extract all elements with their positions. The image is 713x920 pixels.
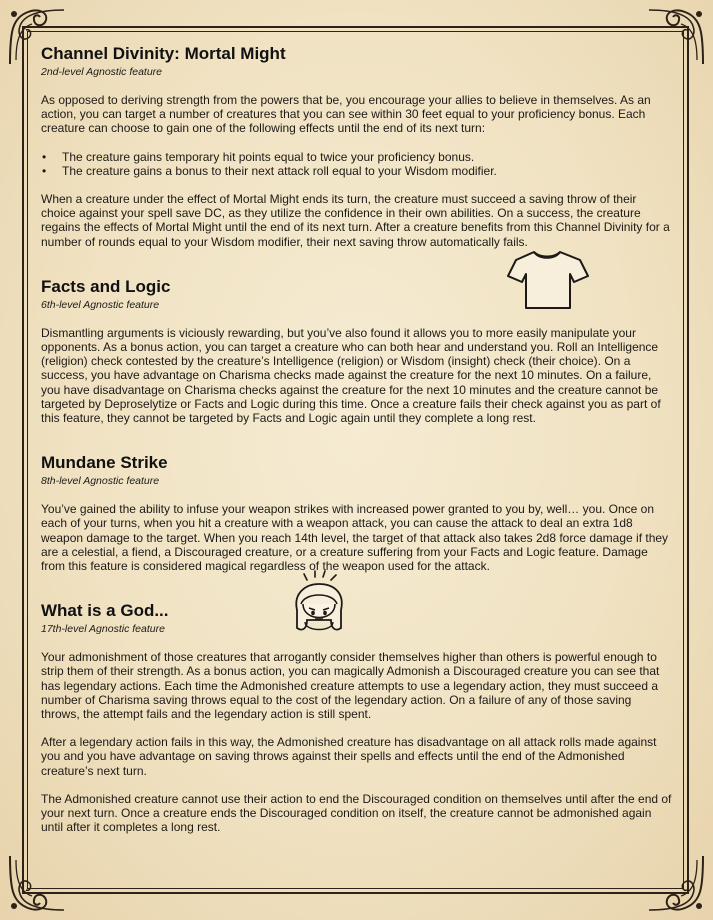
mortal-might-intro: As opposed to deriving strength from the powers that be, you encourage your allies to believe in themselves. As an action, you can target a number of creatures that you can see within 30 feet equal to your proficiency bonus. Each creature can choose to gain one of the following effects until the end of its next turn: <box>41 93 651 136</box>
mundane-strike-text: You’ve gained the ability to infuse your weapon strikes with increased power granted to you by, well… you. Once on each of your turns, when you hit a creature with a weapon attack, you can cause the attack to deal an extra 1d8 weapon damage to the target. When you reach 14th level, the target of that attack also takes 2d8 force damage if they are a celestial, a fiend, a Discouraged creature, or a creature suffering from your Facts and Logic feature. Damage from this feature is considered magical regardless of the weapon used for the attack. <box>41 502 669 574</box>
section-subtitle-facts-and-logic: 6th-level Agnostic feature <box>41 298 160 311</box>
facts-and-logic-text: Dismantling arguments is viciously rewarding, but you’ve also found it allows you to more easily manipulate your opponents. As a bonus action, you can target a creature who can both hear and understand you. Roll an Intelligence (religion) check contested by the creature’s Intelligence (religion) or Wisdom (insight) check (their choice). On a success, you have advantage on Charisma checks made against the creature for the next 10 minutes. On a failure, you have disadvantage on Charisma checks against the creature for the next 10 minutes and the creature cannot be targeted by Deproselytize or Facts and Logic during this time. Once a creature fails their check against you as part of this feature, they cannot be targeted by Facts and Logic again until they complete a long rest. <box>41 325 661 426</box>
what-is-a-god-text-2: After a legendary action fails in this way, the Admonished creature has disadvantage on all attack rolls made against you and you have advantage on saving throws against their spells and effects until the end of the Admonished creature’s next turn. <box>41 735 657 778</box>
section-title-mortal-might: Channel Divinity: Mortal Might <box>41 44 286 63</box>
mortal-might-details: When a creature under the effect of Mortal Might ends its turn, the creature must succeed a saving throw of their choice against your spell save DC, as they utilize the confidence in their own abilities. On a success, the creature regains the effects of Mortal Might until the end of its next turn. After a creature benefits from this Channel Divinity for a number of rounds equal to your Wisdom modifier, their next saving throw automatically fails. <box>41 192 670 249</box>
ornate-corner-bottom-right-icon <box>641 848 711 918</box>
nervous-face-icon <box>285 570 353 640</box>
section-title-facts-and-logic: Facts and Logic <box>41 276 171 296</box>
page-content <box>41 44 673 835</box>
list-item: • The creature gains temporary hit points equal to twice your proficiency bonus. <box>41 150 673 164</box>
section-subtitle-mundane-strike: 8th-level Agnostic feature <box>41 475 160 488</box>
section-subtitle-what-is-a-god: 17th-level Agnostic feature <box>41 623 165 636</box>
what-is-a-god-text-3: The Admonished creature cannot use their action to end the Discouraged condition on themselves until after the end of your next turn. Once a creature ends the Discouraged condition on itself, the creature cannot be admonished again until after it completes a long rest. <box>41 791 672 835</box>
section-subtitle-mortal-might: 2nd-level Agnostic feature <box>41 66 163 78</box>
mortal-might-effects-list <box>41 150 673 178</box>
list-item: • The creature gains a bonus to their next attack roll equal to your Wisdom modifier. <box>41 164 673 178</box>
section-title-mundane-strike: Mundane Strike <box>41 453 168 473</box>
ornate-corner-bottom-left-icon <box>2 848 72 918</box>
t-shirt-icon <box>506 246 590 312</box>
what-is-a-god-text-1: Your admonishment of those creatures that arrogantly consider themselves higher than others is powerful enough to strip them of their strength. As a bonus action, you can magically Admonish a Discouraged creature you can see that has legendary actions. Each time the Admonished creature attempts to use a legendary action, they must succeed a number of Charisma saving throws equal to the cost of the legendary action. On a failure of any of those saving throws, the attempt fails and the legendary action is still spent. <box>41 650 660 722</box>
section-title-what-is-a-god: What is a God... <box>41 601 169 621</box>
